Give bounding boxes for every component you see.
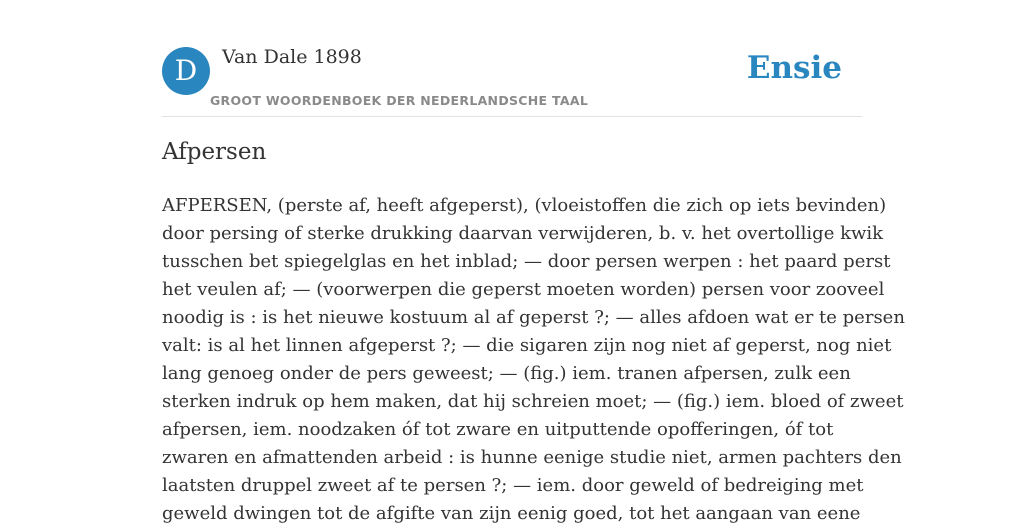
dictionary-subtitle: GROOT WOORDENBOEK DER NEDERLANDSCHE TAAL	[210, 93, 589, 108]
site-header	[162, 44, 862, 117]
entry-title: Afpersen	[162, 139, 267, 165]
definition-line: tusschen bet spiegelglas en het inblad; — door persen werpen : het paard perst	[162, 251, 891, 272]
ensie-logo[interactable]: Ensie	[746, 50, 842, 86]
entry-definition	[162, 192, 905, 528]
definition-line: het veulen af; — (voorwerpen die geperst moeten worden) persen voor zooveel	[162, 279, 885, 300]
dictionary-title[interactable]: Van Dale 1898	[222, 46, 362, 68]
definition-line: valt: is al het linnen afgeperst ?; — die sigaren zijn nog niet af geperst, nog niet	[162, 335, 892, 356]
definition-line: lang genoeg onder de pers geweest; — (fig.) iem. tranen afpersen, zulk een	[162, 363, 851, 384]
definition-line: geweld dwingen tot de afgifte van zijn eenig goed, tot het aangaan van eene	[162, 503, 861, 524]
dictionary-logo[interactable]: D	[162, 47, 210, 95]
definition-line: laatsten druppel zweet af te persen ?; — iem. door geweld of bedreiging met	[162, 475, 864, 496]
definition-line: afpersen, iem. noodzaken óf tot zware en uitputtende opofferingen, óf tot	[162, 419, 834, 440]
definition-line: sterken indruk op hem maken, dat hij schreien moet; — (fig.) iem. bloed of zweet	[162, 391, 904, 412]
definition-line: noodig is : is het nieuwe kostuum al af geperst ?; — alles afdoen wat er te persen	[162, 307, 905, 328]
definition-line: zwaren en afmattenden arbeid : is hunne eenige studie niet, armen pachters den	[162, 447, 902, 468]
definition-line: door persing of sterke drukking daarvan verwijderen, b. v. het overtollige kwik	[162, 223, 884, 244]
definition-line: AFPERSEN, (perste af, heeft afgeperst), (vloeistoffen die zich op iets bevinden)	[162, 195, 887, 216]
